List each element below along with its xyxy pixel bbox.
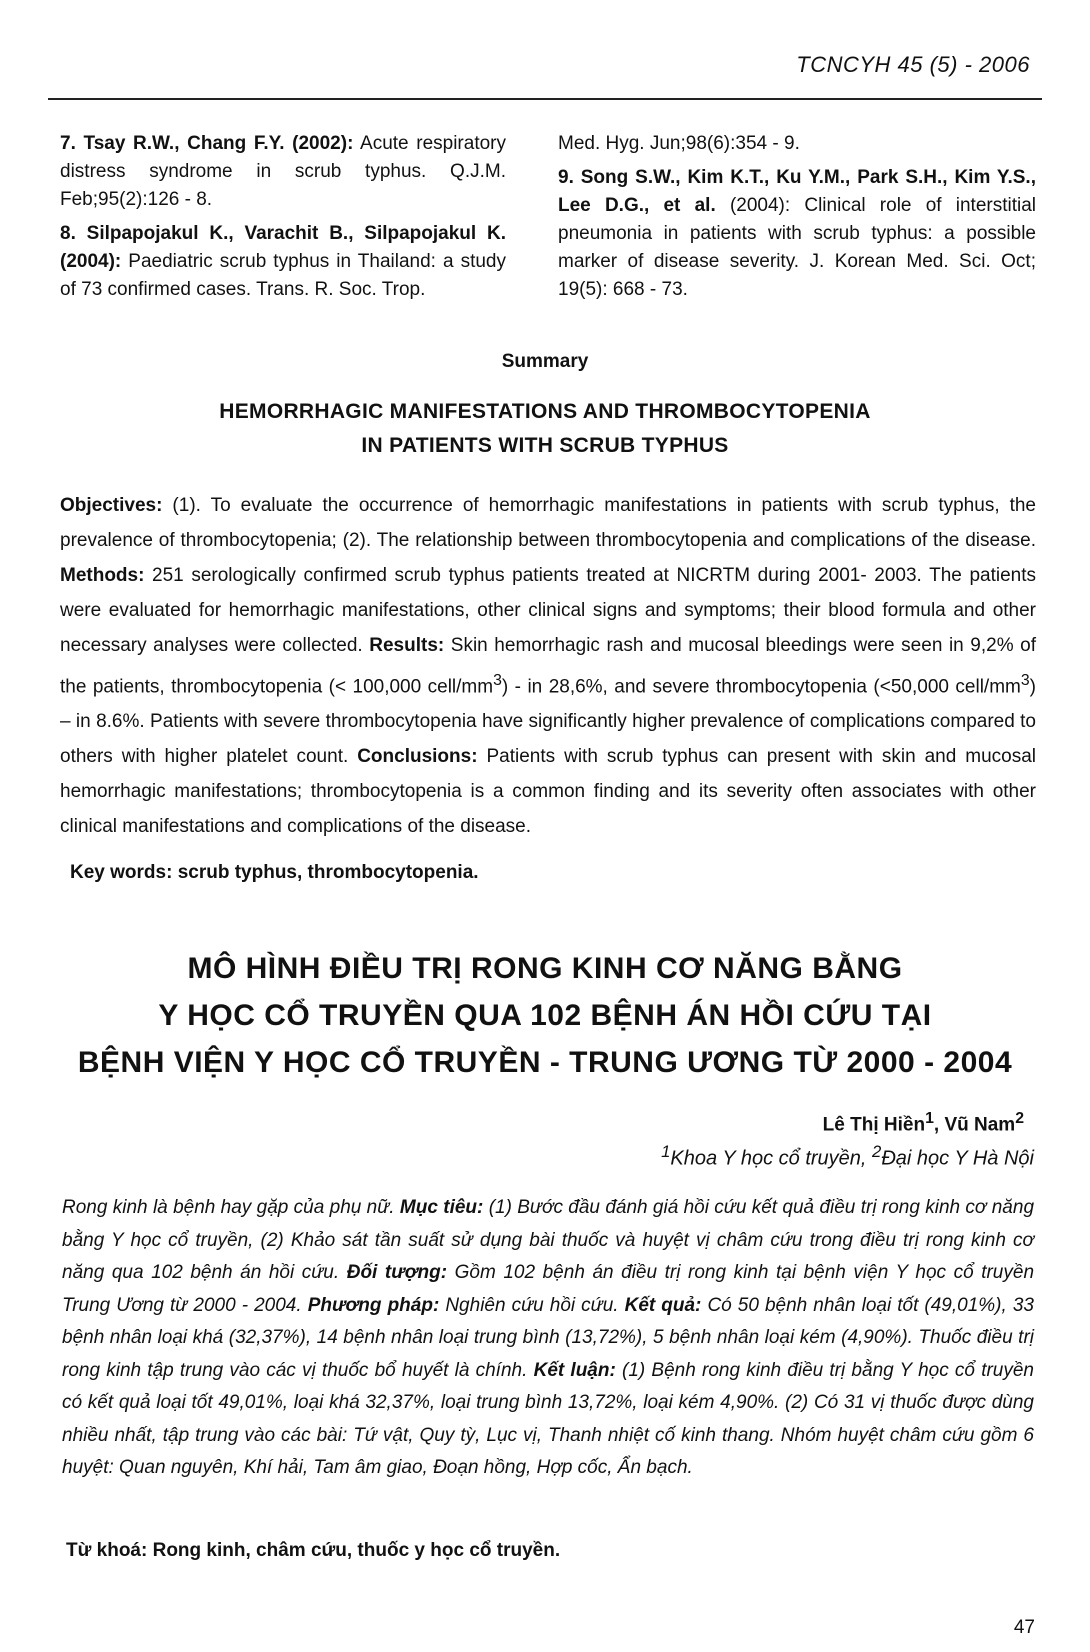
results-text: Skin hemorrhagic rash and mucosal bleedings were seen in 9,2% of the patients, thrombocytopenia (< 100,000 cell/mm: [60, 635, 1036, 698]
english-keywords: Key words: scrub typhus, thrombocytopenia.: [70, 862, 479, 883]
vietnamese-keywords: Từ khoá: Rong kinh, châm cứu, thuốc y học cổ truyền.: [66, 1540, 561, 1561]
reference-7: [60, 130, 506, 214]
results-text: Có 50 bệnh nhân loại tốt (49,01%), 33 bệnh nhân loại khá (32,37%), 14 bệnh nhân loại trung bình (13,72%), 5 bệnh nhân loại kém (4,90%). Thuốc điều trị rong kinh tập trung vào các vị thuốc bổ huyết là chính.: [62, 1294, 1034, 1381]
author-superscript: 1: [925, 1110, 934, 1127]
reference-authors: 9. Song S.W., Kim K.T., Ku Y.M., Park S.H., Kim Y.S., Lee D.G., et al.: [558, 167, 1036, 216]
reference-8-continued: [558, 130, 1036, 158]
conclusions-text: (1) Bệnh rong kinh điều trị bằng Y học cổ truyền có kết quả loại tốt 49,01%, loại khá 32,37%, loại trung bình 13,72%, loại kém 4,90%. (2) Có 31 vị thuốc được dùng nhiều nhất, tập trung vào các bài: Tứ vật, Quy tỳ, Lục vị, Thanh nhiệt cố kinh thang. Nhóm huyệt châm cứu gồm 6 huyệt: Quan nguyên, Khí hải, Tam âm giao, Đoạn hồng, Hợp cốc, Ẩn bạch.: [62, 1359, 1034, 1478]
author-name: Lê Thị Hiền: [822, 1114, 926, 1136]
conclusions-label: Conclusions:: [357, 746, 478, 768]
results-label: Kết quả:: [624, 1294, 702, 1316]
reference-text: (2004): Clinical role of interstitial pneumonia in patients with scrub typhus: a possible marker of disease severity. J. Korean Med. Sci. Oct; 19(5): 668 - 73.: [558, 195, 1037, 300]
superscript: 3: [1020, 672, 1030, 689]
references-right-column: [558, 130, 1036, 310]
reference-text: Acute respiratory distress syndrome in scrub typhus. Q.J.M. Feb;95(2):126 - 8.: [60, 133, 506, 210]
authors: [823, 1110, 1024, 1136]
summary-label: Summary: [501, 351, 589, 372]
results-text: ) – in 8.6%. Patients with severe thrombocytopenia have significantly higher prevalence of complications compared to others with higher platelet count.: [60, 676, 1036, 768]
objectives-label: Mục tiêu:: [399, 1197, 484, 1218]
author-name: Vũ Nam: [944, 1114, 1016, 1136]
methods-label: Methods:: [60, 565, 145, 586]
conclusions-text: Patients with scrub typhus can present with skin and mucosal hemorrhagic manifestations; thrombocytopenia is a common finding and its severity often associates with other clinical manifestations and complications of the disease.: [60, 746, 1036, 838]
references-left-column: [60, 130, 506, 310]
objectives-text: (1). To evaluate the occurrence of hemorrhagic manifestations in patients with scrub typhus, the prevalence of thrombocytopenia; (2). The relationship between thrombocytopenia and complications of the disease.: [60, 495, 1036, 551]
vietnamese-abstract: [62, 1192, 1034, 1485]
english-title-line: IN PATIENTS WITH SCRUB TYPHUS: [361, 434, 729, 457]
running-head: TCNCYH 45 (5) - 2006: [796, 52, 1030, 77]
results-text: ) - in 28,6%, and severe thrombocytopenia (<50,000 cell/mm: [501, 676, 1021, 698]
author-separator: ,: [933, 1114, 945, 1136]
superscript: 3: [493, 672, 502, 689]
results-label: Results:: [369, 635, 445, 656]
reference-8: [60, 220, 506, 304]
methods-text: 251 serologically confirmed scrub typhus patients treated at NICRTM during 2001- 2003. The patients were evaluated for hemorrhagic manifestations, other clinical signs and symptoms; their blood formula and other necessary analyses were collected.: [60, 565, 1036, 656]
subjects-label: Đối tượng:: [346, 1262, 448, 1283]
affiliation-text: Khoa Y học cổ truyền,: [670, 1147, 873, 1170]
vietnamese-title-line: MÔ HÌNH ĐIỀU TRỊ RONG KINH CƠ NĂNG BẰNG: [187, 952, 903, 985]
subjects-text: Gồm 102 bệnh án điều trị rong kinh tại bệnh viện Y học cổ truyền Trung Ương từ 2000 - 2004.: [62, 1262, 1035, 1316]
affiliation-text: Đại học Y Hà Nội: [881, 1147, 1034, 1170]
methods-label: Phương pháp:: [307, 1294, 440, 1316]
vietnamese-title-line: BỆNH VIỆN Y HỌC CỔ TRUYỀN - TRUNG ƯƠNG TỪ 2000 - 2004: [77, 1046, 1013, 1079]
reference-authors: 8. Silpapojakul K., Varachit B., Silpapojakul K. (2004):: [60, 223, 506, 272]
vietnamese-title-line: Y HỌC CỔ TRUYỀN QUA 102 BỆNH ÁN HỒI CỨU TẠI: [158, 999, 932, 1032]
reference-text: Paediatric scrub typhus in Thailand: a study of 73 confirmed cases. Trans. R. Soc. Trop.: [60, 251, 506, 300]
english-abstract: [60, 488, 1036, 844]
objectives-text: (1) Bước đầu đánh giá hồi cứu kết quả điều trị rong kinh cơ năng bằng Y học cổ truyền, (2) Khảo sát tần suất sử dụng bài thuốc và huyệt vị châm cứu trong điều trị rong kinh cơ năng qua 102 bệnh án hồi cứu.: [62, 1197, 1035, 1283]
reference-text: Med. Hyg. Jun;98(6):354 - 9.: [558, 133, 800, 154]
reference-authors: 7. Tsay R.W., Chang F.Y. (2002):: [60, 133, 354, 154]
english-title: [120, 395, 970, 463]
affiliations: [661, 1142, 1034, 1171]
intro-text: Rong kinh là bệnh hay gặp của phụ nữ.: [62, 1197, 400, 1218]
author-superscript: 2: [1015, 1110, 1024, 1127]
vietnamese-title: [60, 945, 1030, 1086]
affiliation-superscript: 1: [661, 1142, 671, 1161]
methods-text: Nghiên cứu hồi cứu.: [439, 1294, 625, 1316]
conclusions-label: Kết luận:: [533, 1359, 616, 1381]
objectives-label: Objectives:: [60, 495, 163, 516]
english-title-line: HEMORRHAGIC MANIFESTATIONS AND THROMBOCYTOPENIA: [219, 400, 871, 423]
affiliation-superscript: 2: [872, 1142, 882, 1161]
page-number: 47: [1013, 1617, 1035, 1638]
reference-9: [558, 164, 1036, 304]
header-rule: [48, 98, 1042, 100]
